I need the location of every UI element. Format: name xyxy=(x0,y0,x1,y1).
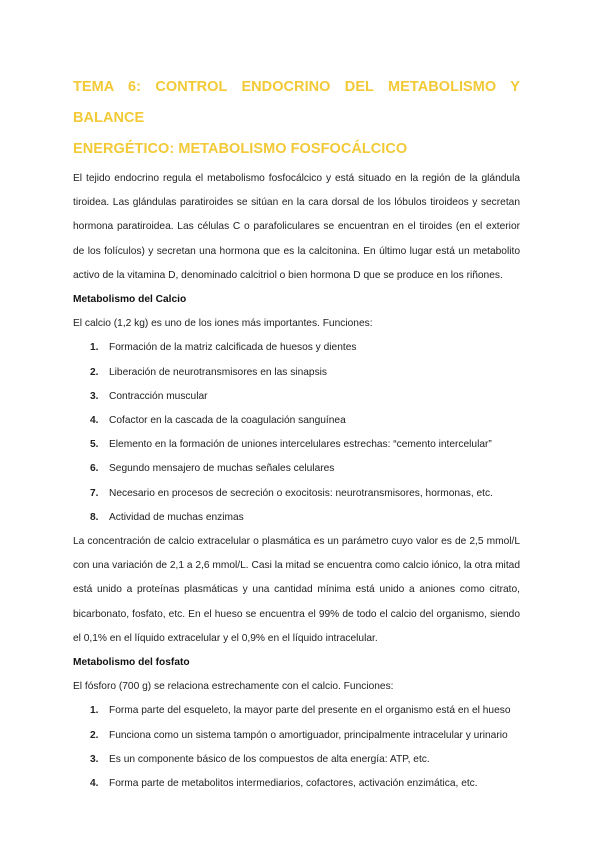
list-item xyxy=(90,361,520,385)
section-heading-fosfato: Metabolismo del fosfato xyxy=(73,657,190,669)
list-text: Forma parte de metabolitos intermediarios, cofactores, activación enzimática, etc. xyxy=(109,778,478,790)
list-item xyxy=(90,699,520,723)
page-title xyxy=(73,72,520,165)
list-item xyxy=(90,724,520,748)
list-number: 4. xyxy=(90,415,99,427)
list-item xyxy=(90,748,520,772)
list-item xyxy=(90,457,520,481)
list-number: 8. xyxy=(90,511,99,523)
list-number: 6. xyxy=(90,463,99,475)
list-number: 2. xyxy=(90,366,99,378)
list-item xyxy=(90,482,520,506)
list-number: 4. xyxy=(90,778,99,790)
list-item xyxy=(90,336,520,360)
list-number: 1. xyxy=(90,342,99,354)
list-number: 7. xyxy=(90,487,99,499)
calcio-closing-paragraph: La concentración de calcio extracelular o plasmática es un parámetro cuyo valor es de 2,5 mmol/L con una variación de 2,1 a 2,6 mmol/L. Casi la mitad se encuentra como calcio iónico, la otra mitad está unido a proteínas plasmáticas y una cantidad mínima está unido a aniones como citrato, bicarbonato, fosfato, etc. En el hueso se encuentra el 99% de todo el calcio del organismo, siendo el 0,1% en el líquido extracelular y el 0,9% en el líquido intracelular. xyxy=(73,536,520,644)
list-text: Forma parte del esqueleto, la mayor parte del presente en el organismo está en el hueso xyxy=(109,705,511,717)
list-item xyxy=(90,506,520,530)
list-text: Contracción muscular xyxy=(109,390,208,402)
list-number: 2. xyxy=(90,729,99,741)
list-text: Liberación de neurotransmisores en las sinapsis xyxy=(109,366,328,378)
fosfato-lead: El fósforo (700 g) se relaciona estrechamente con el calcio. Funciones: xyxy=(73,681,394,693)
list-item xyxy=(90,409,520,433)
list-number: 5. xyxy=(90,439,99,451)
list-text: Necesario en procesos de secreción o exocitosis: neurotransmisores, hormonas, etc. xyxy=(109,487,493,499)
list-item xyxy=(90,385,520,409)
section-heading-calcio: Metabolismo del Calcio xyxy=(73,294,187,306)
list-text: Es un componente básico de los compuestos de alta energía: ATP, etc. xyxy=(109,753,430,765)
list-item xyxy=(90,433,520,457)
fosfato-function-list xyxy=(73,699,520,796)
title-line-2: ENERGÉTICO: METABOLISMO FOSFOCÁLCICO xyxy=(73,141,408,157)
list-number: 1. xyxy=(90,705,99,717)
calcio-function-list xyxy=(73,336,520,530)
list-number: 3. xyxy=(90,753,99,765)
calcio-lead: El calcio (1,2 kg) es uno de los iones más importantes. Funciones: xyxy=(73,318,373,330)
list-text: Actividad de muchas enzimas xyxy=(109,511,244,523)
list-text: Elemento en la formación de uniones intercelulares estrechas: “cemento intercelular” xyxy=(109,439,492,451)
title-line-1: TEMA 6: CONTROL ENDOCRINO DEL METABOLISMO Y BALANCE xyxy=(73,79,520,126)
intro-paragraph: El tejido endocrino regula el metabolismo fosfocálcico y está situado en la región de la glándula tiroidea. Las glándulas paratiroides se sitúan en la cara dorsal de los lóbulos tiroideos y secretan hormona paratiroidea. Las células C o parafoliculares se encuentran en el tiroides (en el exterior de los folículos) y secretan una hormona que es la calcitonina. En último lugar está un metabolito activo de la vitamina D, denominado calcitriol o bien hormona D que se produce en los riñones. xyxy=(73,173,520,281)
list-text: Cofactor en la cascada de la coagulación sanguínea xyxy=(109,415,346,427)
list-text: Segundo mensajero de muchas señales celulares xyxy=(109,463,335,475)
list-text: Funciona como un sistema tampón o amortiguador, principalmente intracelular y urinario xyxy=(109,729,508,741)
list-item xyxy=(90,772,520,796)
list-number: 3. xyxy=(90,390,99,402)
list-text: Formación de la matriz calcificada de huesos y dientes xyxy=(109,342,357,354)
